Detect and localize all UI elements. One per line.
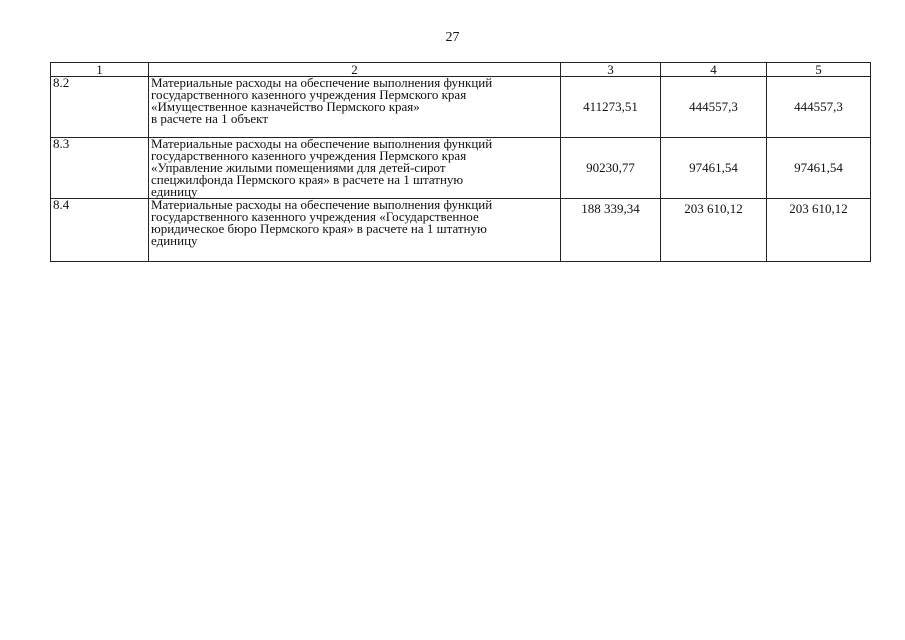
page-number: 27 <box>445 30 460 45</box>
row-description <box>149 138 561 199</box>
row-number: 8.4 <box>51 199 149 262</box>
description-line: «Имущественное казначейство Пермского края» <box>151 99 420 114</box>
value-col-5: 444557,3 <box>767 77 871 138</box>
description-line: Материальные расходы на обеспечение выполнения функций <box>151 136 493 151</box>
value-col-4: 203 610,12 <box>661 199 767 262</box>
row-description <box>149 199 561 262</box>
column-header-5: 5 <box>767 63 871 77</box>
value-col-4: 97461,54 <box>661 138 767 199</box>
table-row <box>51 77 871 138</box>
value-col-3: 411273,51 <box>561 77 661 138</box>
column-header-4: 4 <box>661 63 767 77</box>
row-description <box>149 77 561 138</box>
description-line: спецжилфонда Пермского края» в расчете на 1 штатную <box>151 172 464 187</box>
row-number: 8.3 <box>51 138 149 199</box>
description-line: юридическое бюро Пермского края» в расчете на 1 штатную <box>151 221 487 236</box>
value-col-3: 188 339,34 <box>561 199 661 262</box>
value-col-3: 90230,77 <box>561 138 661 199</box>
value-col-5: 203 610,12 <box>767 199 871 262</box>
column-header-2: 2 <box>149 63 561 77</box>
value-col-4: 444557,3 <box>661 77 767 138</box>
description-line: государственного казенного учреждения Пермского края <box>151 148 467 163</box>
column-header-1: 1 <box>51 63 149 77</box>
description-line: единицу <box>151 233 198 248</box>
description-line: государственного казенного учреждения Пермского края <box>151 87 467 102</box>
description-line: единицу <box>151 184 198 199</box>
description-line: государственного казенного учреждения «Государственное <box>151 209 479 224</box>
description-line: в расчете на 1 объект <box>151 111 269 126</box>
description-line: Материальные расходы на обеспечение выполнения функций <box>151 197 493 212</box>
value-col-5: 97461,54 <box>767 138 871 199</box>
column-header-3: 3 <box>561 63 661 77</box>
table-row <box>51 138 871 199</box>
description-line: «Управление жилыми помещениями для детей-сирот <box>151 160 446 175</box>
row-number: 8.2 <box>51 77 149 138</box>
description-line: Материальные расходы на обеспечение выполнения функций <box>151 75 493 90</box>
expenses-table <box>50 62 871 262</box>
table-row <box>51 199 871 262</box>
